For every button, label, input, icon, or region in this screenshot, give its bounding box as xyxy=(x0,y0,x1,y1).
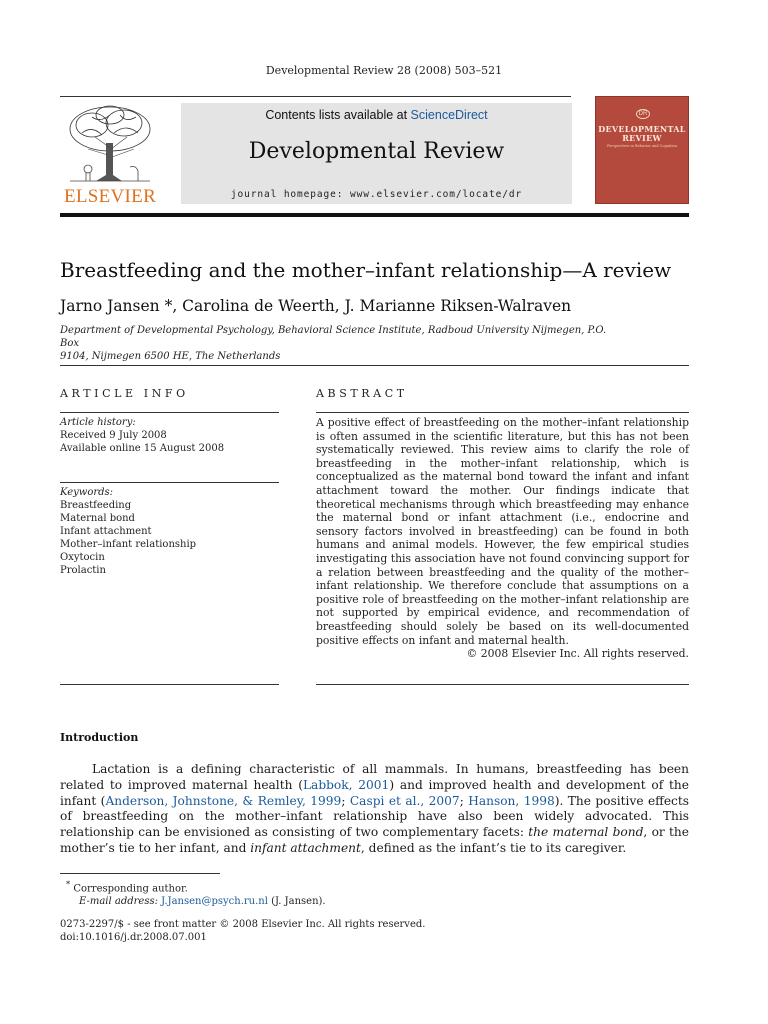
keyword-item: Infant attachment xyxy=(60,526,152,537)
ref-link[interactable]: Labbok, 2001 xyxy=(302,777,390,792)
article-info-rule-bottom xyxy=(60,684,279,685)
cover-title-line2: REVIEW xyxy=(622,133,662,143)
ref-link[interactable]: Hanson, 1998 xyxy=(468,793,555,808)
keyword-item: Maternal bond xyxy=(60,513,135,524)
abstract-heading: ABSTRACT xyxy=(316,387,408,400)
keywords-label: Keywords: xyxy=(60,487,114,498)
journal-cover-image xyxy=(595,96,689,204)
cover-title-line1: DEVELOPMENTAL xyxy=(598,124,686,134)
article-info-heading: ARTICLE INFO xyxy=(60,387,189,400)
keyword-item: Prolactin xyxy=(60,565,106,576)
abstract-text: A positive effect of breastfeeding on the mother–infant relationship is often assumed in the scientific literature, but this has not been systematically reviewed. This review aims to clarify the role of breastfeeding in the mother–infant relationship, which is conceptualized as the maternal bond toward the infant and infant attachment toward the mother. Our findings indicate that theoretical mechanisms through which breastfeeding may enhance the maternal bond or infant attachment (i.e., endocrine and sensory factors involved in breastfeeding) can be found in both humans and animal models. However, the few empirical studies investigating this association have not found convincing support for a relation between breastfeeding and the quality of the mother–infant relationship. We therefore conclude that assumptions on a positive role of breastfeeding on the mother–infant relationship are not supported by empirical evidence, and recommendation of breastfeeding should solely be based on its well-documented positive effects on infant and maternal health. xyxy=(316,416,689,647)
introduction-paragraph: Lactation is a defining characteristic of all mammals. In humans, breastfeeding has been related to improved maternal health (Labbok, 2001) and improved health and development of the infant (Anderson, Johnstone, & Remley, 1999; Caspi et al., 2007; Hanson, 1998). The positive effects of breastfeeding on the mother–infant relationship have also been widely advocated. This relationship can be envisioned as consisting of two complementary facets: the maternal bond, or the mother’s tie to her infant, and infant attachment, defined as the infant’s tie to its caregiver. xyxy=(60,762,690,855)
article-title: Breastfeeding and the mother–infant relationship—A review xyxy=(60,258,672,282)
contents-line: Contents lists available at ScienceDirect xyxy=(265,108,488,122)
journal-citation: Developmental Review 28 (2008) 503–521 xyxy=(265,64,503,77)
keywords-block xyxy=(60,486,279,577)
front-matter xyxy=(60,918,660,944)
journal-banner xyxy=(181,103,572,204)
issn-line: 0273-2297/$ - see front matter © 2008 Elsevier Inc. All rights reserved. xyxy=(60,919,426,930)
keyword-item: Oxytocin xyxy=(60,552,105,563)
author-affiliation: Department of Developmental Psychology, Behavioral Science Institute, Radboud University Nijmegen, P.O. Box 9104, Nijmegen 6500 HE, The Netherlands xyxy=(60,325,607,362)
corresponding-author-note: * Corresponding author. xyxy=(66,879,188,895)
cover-badge: DR xyxy=(636,109,650,119)
footnote-rule xyxy=(60,873,220,874)
header-thick-rule xyxy=(60,213,689,217)
section-rule xyxy=(60,365,689,366)
keyword-item: Breastfeeding xyxy=(60,500,132,511)
elsevier-logo xyxy=(60,103,160,205)
journal-title: Developmental Review xyxy=(248,139,505,164)
article-info-rule-middle xyxy=(60,482,279,483)
ref-link[interactable]: Caspi et al., 2007 xyxy=(349,793,460,808)
article-history xyxy=(60,416,279,455)
ref-link[interactable]: Anderson, Johnstone, & Remley, 1999 xyxy=(105,793,342,808)
email-link[interactable]: J.Jansen@psych.ru.nl xyxy=(161,896,268,908)
sciencedirect-link[interactable]: ScienceDirect xyxy=(410,108,488,122)
keyword-item: Mother–infant relationship xyxy=(60,539,197,550)
abstract-rule-top xyxy=(316,412,689,413)
abstract-body xyxy=(316,416,689,661)
abstract-rule-bottom xyxy=(316,684,689,685)
cover-subtitle: Perspectives in Behavior and Cognition xyxy=(607,144,677,148)
available-online-date: Available online 15 August 2008 xyxy=(60,443,225,454)
journal-homepage[interactable]: journal homepage: www.elsevier.com/locate/dr xyxy=(230,189,523,200)
received-date: Received 9 July 2008 xyxy=(60,430,167,441)
email-note: E-mail address: J.Jansen@psych.ru.nl (J. Jansen). xyxy=(79,896,326,908)
doi-line[interactable]: doi:10.1016/j.dr.2008.07.001 xyxy=(60,932,207,943)
abstract-copyright: © 2008 Elsevier Inc. All rights reserved. xyxy=(466,647,689,661)
footnotes xyxy=(66,878,666,908)
elsevier-tree-icon xyxy=(62,103,158,183)
elsevier-wordmark: ELSEVIER xyxy=(63,186,157,207)
history-label: Article history: xyxy=(60,417,136,428)
header-rule xyxy=(60,96,571,97)
article-authors: Jarno Jansen *, Carolina de Weerth, J. Marianne Riksen-Walraven xyxy=(60,297,572,315)
introduction-heading: Introduction xyxy=(60,731,139,744)
article-info-rule-top xyxy=(60,412,279,413)
